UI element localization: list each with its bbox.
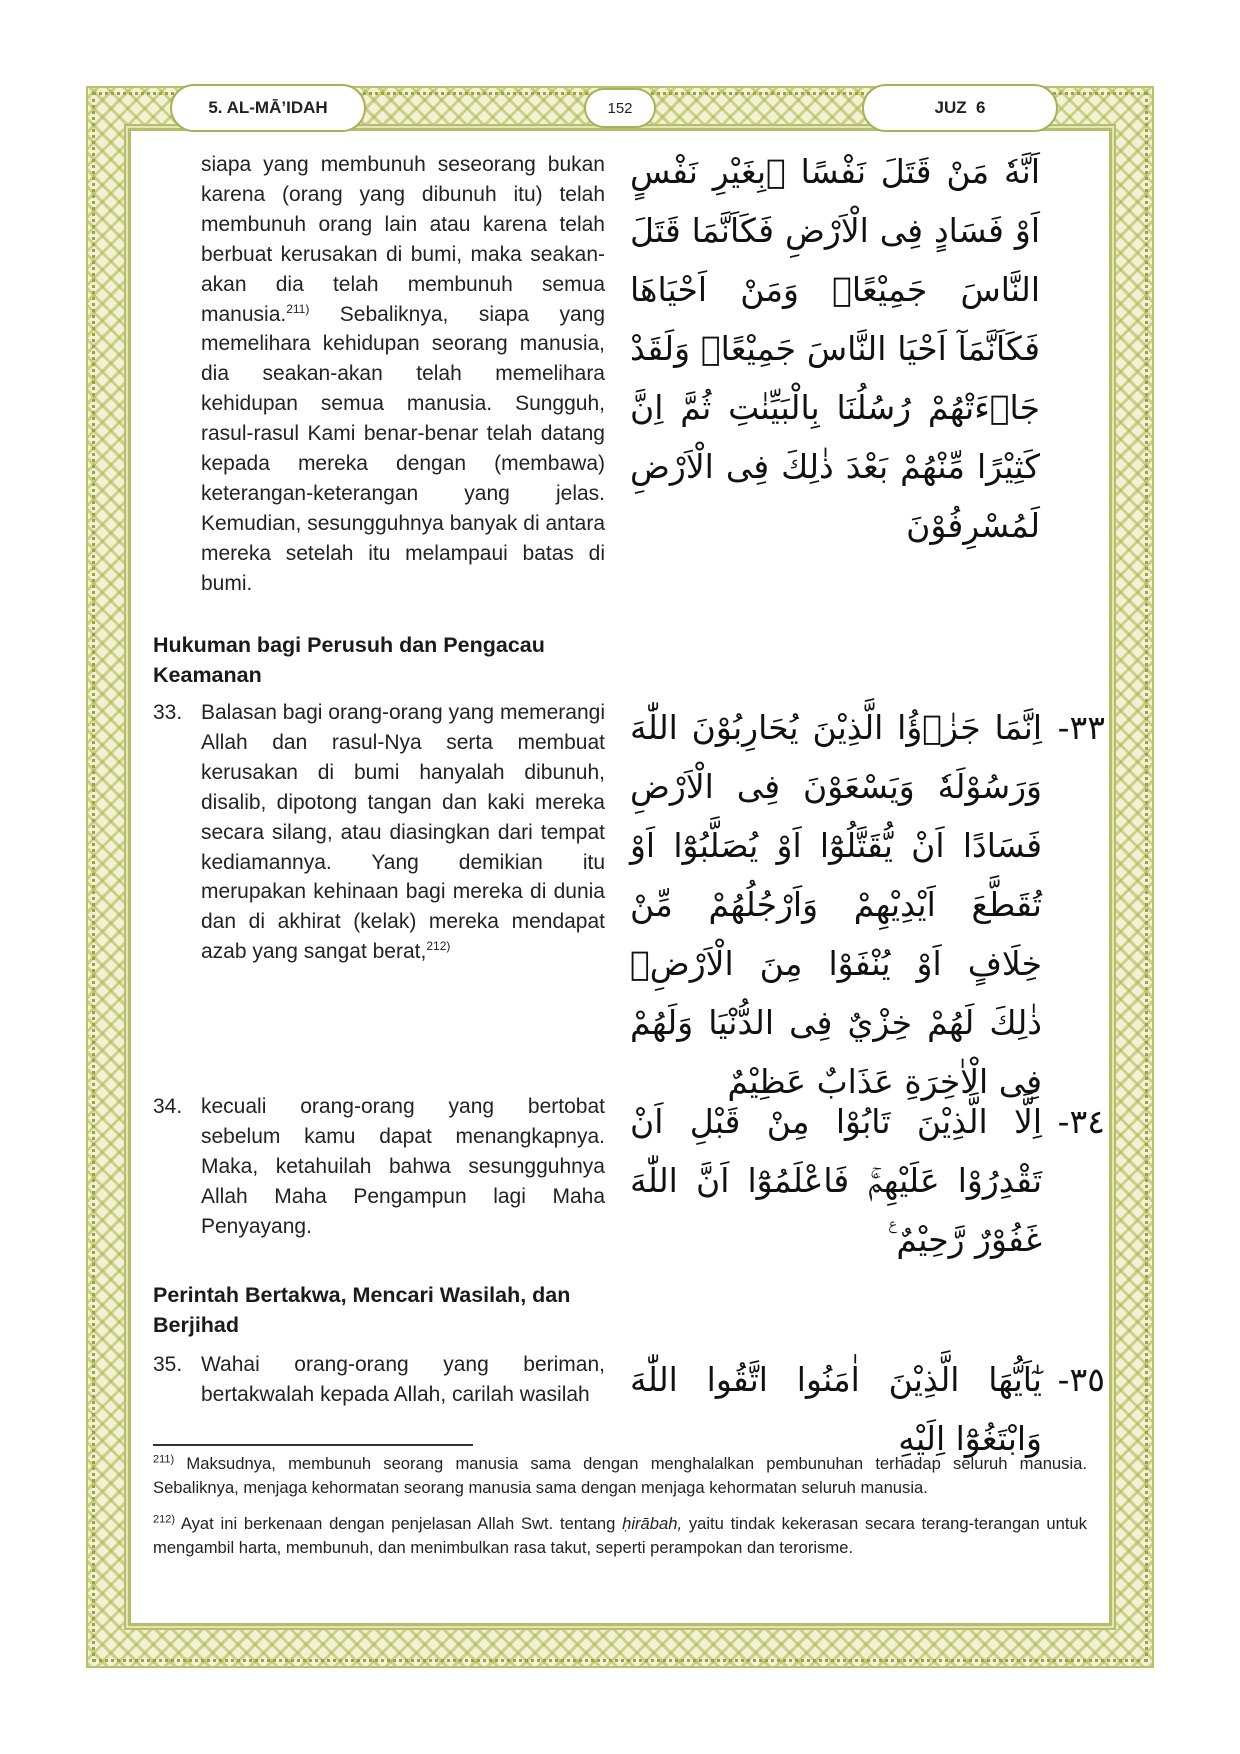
juz-tab bbox=[862, 84, 1058, 132]
verse-33-translation bbox=[201, 698, 605, 967]
footnote-212-number: 212) bbox=[153, 1513, 176, 1526]
footnote-212-text-before: Ayat ini berkenaan dengan penjelasan Allah Swt. tentang bbox=[175, 1514, 623, 1533]
page-number: 152 bbox=[607, 99, 633, 117]
footnote-211 bbox=[153, 1452, 1087, 1500]
surah-title: 5. AL-MĀ’IDAH bbox=[208, 98, 328, 117]
footnote-212 bbox=[153, 1512, 1087, 1560]
footnote-212-term: ḥirābah, bbox=[622, 1514, 683, 1533]
verse-34-translation: kecuali orang-orang yang bertobat sebelum kamu dapat menangkapnya. Maka, ketahuilah bahwa sesungguhnya Allah Maha Pengampun lagi Maha Penyayang. bbox=[201, 1095, 605, 1238]
footnote-ref-212: 212) bbox=[426, 939, 451, 954]
footnote-211-number: 211) bbox=[153, 1453, 175, 1466]
verse-34-number: 34. bbox=[153, 1095, 183, 1118]
verse-33-number: 33. bbox=[153, 701, 183, 724]
verse-33-arabic: اِنَّمَا جَزٰۤؤُا الَّذِيْنَ يُحَارِبُوْنَ اللّٰهَ وَرَسُوْلَهٗ وَيَسْعَوْنَ فِى الْاَرْضِ فَسَادًا اَنْ يُّقَتَّلُوْٓا اَوْ يُصَلَّبُوْٓا اَوْ تُقَطَّعَ اَيْدِيْهِمْ وَاَرْجُلُهُمْ مِّنْ خِلَافٍ اَوْ يُنْفَوْا مِنَ الْاَرْضِۗ ذٰلِكَ لَهُمْ خِزْيٌ فِى الدُّنْيَا وَلَهُمْ فِى الْاٰخِرَةِ عَذَابٌ عَظِيْمٌ bbox=[630, 708, 1042, 1101]
verse-32-arabic: اَنَّهٗ مَنْ قَتَلَ نَفْسًا ۢبِغَيْرِ نَفْسٍ اَوْ فَسَادٍ فِى الْاَرْضِ فَكَاَنَّمَا قَتَلَ النَّاسَ جَمِيْعًاۗ وَمَنْ اَحْيَاهَا فَكَاَنَّمَآ اَحْيَا النَّاسَ جَمِيْعًاۗ وَلَقَدْ جَاۤءَتْهُمْ رُسُلُنَا بِالْبَيِّنٰتِ ثُمَّ اِنَّ كَثِيْرًا مِّنْهُمْ بَعْدَ ذٰلِكَ فِى الْاَرْضِ لَمُسْرِفُوْنَ bbox=[630, 152, 1040, 545]
page-number-tab bbox=[584, 88, 656, 128]
verse-32-translation bbox=[201, 150, 605, 599]
surah-title-tab bbox=[170, 84, 366, 132]
footnote-divider bbox=[153, 1444, 473, 1446]
juz-label: JUZ 6 bbox=[934, 98, 986, 117]
verse-34-arabic: اِلَّا الَّذِيْنَ تَابُوْا مِنْ قَبْلِ اَنْ تَقْدِرُوْا عَلَيْهِمْۚ فَاعْلَمُوْٓا اَنَّ اللّٰهَ غَفُوْرٌ رَّحِيْمٌ ࣖ bbox=[630, 1102, 1042, 1259]
verse-33-translation-text: Balasan bagi orang-orang yang memerangi Allah dan rasul-Nya serta membuat kerusakan di bumi hanyalah dibunuh, disalib, dipotong tangan dan kaki mereka secara silang, atau diasingkan dari tempat kediamannya. Yang demikian itu merupakan kehinaan bagi mereka di dunia dan di akhirat (kelak) mereka mendapat azab yang sangat berat, bbox=[201, 701, 605, 964]
verse-34-arabic-number: ٣٤- bbox=[1057, 1102, 1105, 1141]
verse-35-arabic: يٰٓاَيُّهَا الَّذِيْنَ اٰمَنُوا اتَّقُوا اللّٰهَ وَابْتَغُوْٓا اِلَيْهِ bbox=[630, 1360, 1042, 1458]
footnote-ref-211: 211) bbox=[286, 301, 310, 316]
verse-35-arabic-number: ٣٥- bbox=[1057, 1360, 1105, 1399]
verse-35-number: 35. bbox=[153, 1353, 183, 1376]
verse-32-translation-part-a: siapa yang membunuh seseorang bukan karena (orang yang dibunuh itu) telah membunuh orang lain atau karena telah berbuat kerusakan di bumi, maka seakan-akan dia telah membunuh semua manusia. bbox=[201, 153, 605, 326]
section-heading-perintah: Perintah Bertakwa, Mencari Wasilah, dan Berjihad bbox=[153, 1283, 571, 1337]
verse-32-translation-part-b: Sebaliknya, siapa yang memelihara kehidupan seorang manusia, dia seakan-akan telah memelihara kehidupan semua manusia. Sungguh, rasul-rasul Kami benar-benar telah datang kepada mereka dengan (membawa) keterangan-keterangan yang jelas. Kemudian, sesungguhnya banyak di antara mereka setelah itu melampaui batas di bumi. bbox=[201, 302, 605, 595]
verse-33-arabic-number: ٣٣- bbox=[1057, 708, 1105, 747]
footnote-211-text: Maksudnya, membunuh seorang manusia sama dengan menghalalkan pembunuhan terhadap seluruh manusia. Sebaliknya, menjaga kehormatan seorang manusia sama dengan menjaga kehormatan seluruh manusia. bbox=[153, 1454, 1087, 1497]
verse-35-translation: Wahai orang-orang yang beriman, bertakwalah kepada Allah, carilah wasilah bbox=[201, 1353, 605, 1406]
section-heading-hukuman: Hukuman bagi Perusuh dan Pengacau Keamanan bbox=[153, 633, 545, 687]
footnote-212-text-after: yaitu tindak kekerasan secara terang-terangan untuk mengambil harta, membunuh, dan menimbulkan rasa takut, seperti perampokan dan terorisme. bbox=[153, 1514, 1087, 1557]
